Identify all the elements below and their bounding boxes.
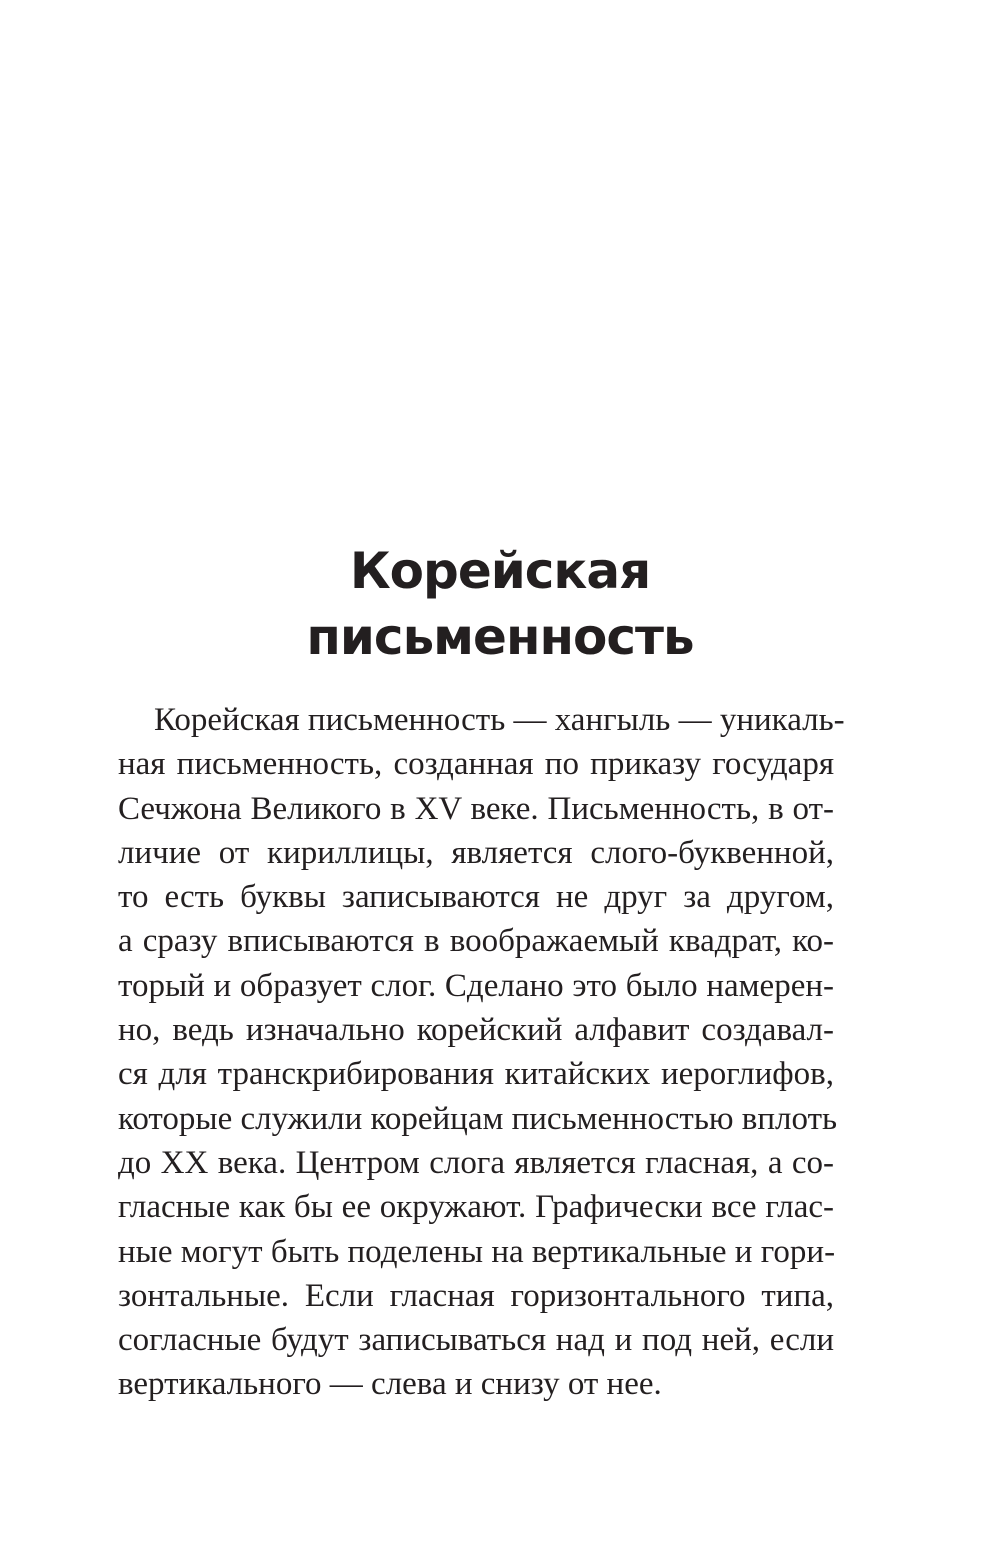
body-paragraph [118,698,845,1407]
paragraph-line: ные могут быть поделены на вертикальные и гори- [118,1233,836,1270]
paragraph-line: ная письменность, созданная по приказу государя [118,746,834,783]
paragraph-line: гласные как бы ее окружают. Графически все глас- [118,1189,834,1226]
paragraph-line: торый и образует слог. Сделано это было намерен- [118,967,834,1004]
paragraph-line: которые служили корейцам письменностью вплоть [118,1100,838,1137]
paragraph-line: до XX века. Центром слога является гласная, а со- [118,1144,834,1181]
paragraph-line: то есть буквы записываются не друг за другом, [118,879,834,916]
paragraph-line: вертикального — слева и снизу от нее. [118,1366,662,1403]
paragraph-line: личие от кириллицы, является слого-буквенной, [118,834,834,871]
paragraph-line: ся для транскрибирования китайских иероглифов, [118,1056,834,1093]
paragraph-line: Сечжона Великого в XV веке. Письменность, в от- [118,790,834,827]
paragraph-line: а сразу вписываются в воображаемый квадрат, ко- [118,923,834,960]
chapter-title [0,538,1000,670]
chapter-title-line-1: Корейская [349,542,651,600]
paragraph-line: согласные будут записываться над и под ней, если [118,1322,834,1359]
paragraph-line: но, ведь изначально корейский алфавит создавал- [118,1012,834,1049]
chapter-title-line-2: письменность [306,608,694,666]
paragraph-line: зонтальные. Если гласная горизонтального типа, [118,1277,834,1314]
paragraph-line: Корейская письменность — хангыль — уникаль- [154,702,845,738]
